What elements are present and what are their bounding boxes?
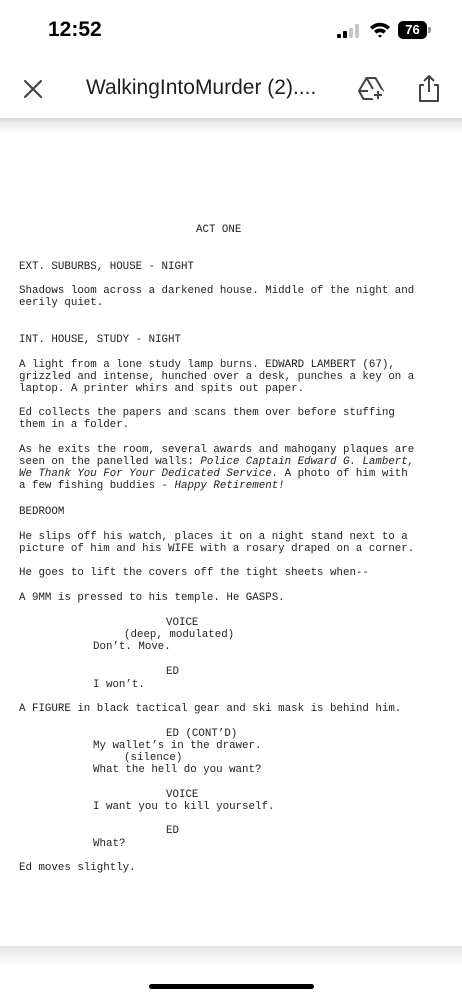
status-bar [0, 0, 462, 62]
action-line: Ed moves slightly. [19, 862, 136, 874]
drive-add-icon[interactable] [356, 74, 386, 104]
action-line: them in a folder. [19, 419, 130, 431]
battery-cap [428, 27, 431, 33]
action-line [19, 468, 408, 480]
action-line: eerily quiet. [19, 297, 104, 309]
action-line: A light from a lone study lamp burns. EDWARD LAMBERT (67), [19, 359, 395, 371]
status-time: 12:52 [48, 18, 102, 41]
character-name: ED (CONT’D) [166, 728, 238, 740]
dialogue-line: What the hell do you want? [93, 764, 262, 776]
action-line: grizzled and intense, hunched over a desk, punches a key on a [19, 371, 415, 383]
parenthetical: (silence) [124, 752, 183, 764]
page-divider [0, 946, 462, 964]
wifi-icon [369, 21, 391, 38]
app-bar [0, 62, 462, 118]
action-line: A FIGURE in black tactical gear and ski mask is behind him. [19, 703, 402, 715]
character-name: VOICE [166, 789, 199, 801]
action-text: A photo of him with [278, 468, 408, 480]
action-text: seen on the panelled walls: [19, 456, 201, 468]
action-line: picture of him and his WIFE with a rosary draped on a corner. [19, 543, 415, 555]
home-indicator[interactable] [149, 984, 314, 989]
action-line: laptop. A printer whirs and spits out paper. [19, 383, 305, 395]
dialogue-line: I won’t. [93, 679, 145, 691]
action-line: He goes to lift the covers off the tight sheets when-- [19, 567, 369, 579]
plaque-text: We Thank You For Your Dedicated Service. [19, 468, 279, 480]
action-text: a few fishing buddies - [19, 480, 175, 492]
scene-heading: EXT. SUBURBS, HOUSE - NIGHT [19, 261, 194, 273]
toolbar-shadow [0, 118, 462, 134]
action-line: He slips off his watch, places it on a night stand next to a [19, 531, 408, 543]
action-line: Shadows loom across a darkened house. Middle of the night and [19, 285, 415, 297]
dialogue-line: Don’t. Move. [93, 641, 171, 653]
signal-icon [337, 24, 361, 38]
scene-heading: INT. HOUSE, STUDY - NIGHT [19, 334, 181, 346]
document-page[interactable] [0, 134, 462, 946]
scene-heading: BEDROOM [19, 506, 65, 518]
battery-level: 76 [405, 22, 420, 37]
action-line: Ed collects the papers and scans them over before stuffing [19, 407, 395, 419]
dialogue-line: I want you to kill yourself. [93, 801, 275, 813]
action-line: As he exits the room, several awards and mahogany plaques are [19, 444, 415, 456]
plaque-text: Police Captain Edward G. Lambert, [200, 456, 415, 468]
action-line [19, 456, 414, 468]
character-name: ED [166, 666, 179, 678]
action-line: A 9MM is pressed to his temple. He GASPS. [19, 592, 285, 604]
dialogue-line: My wallet’s in the drawer. [93, 740, 262, 752]
action-line [19, 480, 285, 492]
character-name: VOICE [166, 617, 199, 629]
battery-icon [398, 21, 432, 39]
character-name: ED [166, 825, 179, 837]
share-icon[interactable] [416, 74, 442, 104]
dialogue-line: What? [93, 838, 126, 850]
parenthetical: (deep, modulated) [124, 629, 235, 641]
close-icon[interactable] [20, 76, 46, 102]
act-heading: ACT ONE [196, 224, 242, 236]
document-title: WalkingIntoMurder (2).... [86, 76, 317, 99]
photo-caption-text: Happy Retirement! [174, 480, 285, 492]
